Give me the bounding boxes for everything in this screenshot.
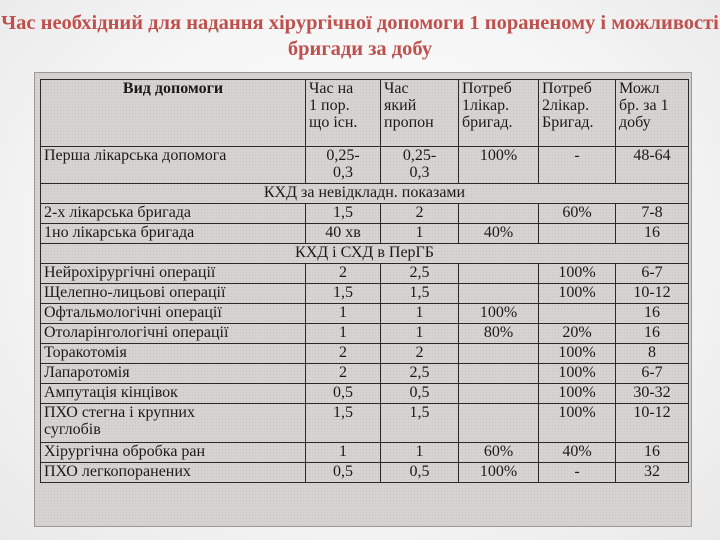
header-row — [41, 80, 689, 147]
rows-urgent — [41, 204, 689, 244]
row-need-1 — [459, 404, 539, 443]
row-time-proposed: 1 — [381, 224, 459, 244]
row-need-2: 60% — [539, 204, 616, 224]
row-need-1: 40% — [459, 224, 539, 244]
table-row — [41, 324, 689, 344]
row-capacity: 30-32 — [616, 384, 689, 404]
row-time-existing: 2 — [306, 264, 381, 284]
row-time-existing: 40 хв — [306, 224, 381, 244]
row-need-2: 100% — [539, 264, 616, 284]
row-capacity: 32 — [616, 463, 689, 483]
row-need-2: 100% — [539, 284, 616, 304]
row-capacity: 8 — [616, 344, 689, 364]
header-need-1-doctor: Потреб 1лікар. бригад. — [459, 80, 539, 147]
section-header — [41, 184, 689, 204]
row-name: Перша лікарська допомога — [41, 147, 306, 184]
row-time-existing: 1,5 — [306, 404, 381, 443]
table-row — [41, 204, 689, 224]
row-capacity: 10-12 — [616, 404, 689, 443]
section-header — [41, 244, 689, 264]
section-title-hospital: КХД і СХД в ПерГБ — [41, 244, 689, 264]
section-title-urgent: КХД за невідкладн. показами — [41, 184, 689, 204]
row-name: Ампутація кінцівок — [41, 384, 306, 404]
row-need-1 — [459, 384, 539, 404]
row-need-2: 100% — [539, 404, 616, 443]
row-time-proposed: 2 — [381, 204, 459, 224]
row-time-proposed: 2,5 — [381, 364, 459, 384]
row-time-existing: 0,5 — [306, 463, 381, 483]
row-need-2: - — [539, 147, 616, 184]
row-capacity: 6-7 — [616, 364, 689, 384]
row-name: Отоларінгологічні операції — [41, 324, 306, 344]
row-capacity: 48-64 — [616, 147, 689, 184]
row-need-1 — [459, 264, 539, 284]
header-type-of-care: Вид допомоги — [41, 80, 306, 147]
row-time-proposed: 2 — [381, 344, 459, 364]
row-capacity: 7-8 — [616, 204, 689, 224]
row-need-2 — [539, 224, 616, 244]
row-need-2: 100% — [539, 384, 616, 404]
row-name: Хірургічна обробка ран — [41, 443, 306, 463]
row-time-proposed: 0,5 — [381, 384, 459, 404]
row-name: Нейрохірургічні операції — [41, 264, 306, 284]
row-need-2: 100% — [539, 344, 616, 364]
row-time-proposed: 1 — [381, 304, 459, 324]
row-time-proposed: 1 — [381, 443, 459, 463]
row-name: Торакотомія — [41, 344, 306, 364]
row-capacity: 16 — [616, 304, 689, 324]
row-need-1: 100% — [459, 304, 539, 324]
row-need-2: 40% — [539, 443, 616, 463]
row-need-2: - — [539, 463, 616, 483]
row-time-existing: 0,5 — [306, 384, 381, 404]
row-time-existing: 1 — [306, 324, 381, 344]
row-capacity: 16 — [616, 224, 689, 244]
table-row — [41, 384, 689, 404]
rows-other — [41, 443, 689, 483]
row-time-proposed: 1,5 — [381, 284, 459, 304]
table-row — [41, 147, 689, 184]
row-capacity: 6-7 — [616, 264, 689, 284]
header-time-proposed: Час який пропон — [381, 80, 459, 147]
row-time-existing: 1 — [306, 443, 381, 463]
table-row — [41, 224, 689, 244]
row-time-existing: 2 — [306, 344, 381, 364]
row-time-proposed: 0,25- 0,3 — [381, 147, 459, 184]
row-time-proposed: 2,5 — [381, 264, 459, 284]
row-time-proposed: 1,5 — [381, 404, 459, 443]
table-row — [41, 443, 689, 463]
row-capacity: 16 — [616, 443, 689, 463]
row-name: 1но лікарська бригада — [41, 224, 306, 244]
row-need-2 — [539, 304, 616, 324]
row-need-1 — [459, 344, 539, 364]
row-capacity: 16 — [616, 324, 689, 344]
row-need-1 — [459, 204, 539, 224]
header-need-2-doctor: Потреб 2лікар. Бригад. — [539, 80, 616, 147]
row-need-2: 20% — [539, 324, 616, 344]
row-time-existing: 1 — [306, 304, 381, 324]
rows-hospital — [41, 264, 689, 404]
row-name: Офтальмологічні операції — [41, 304, 306, 324]
table-row — [41, 364, 689, 384]
row-time-existing: 2 — [306, 364, 381, 384]
table-row — [41, 404, 689, 443]
row-time-existing: 1,5 — [306, 204, 381, 224]
table-row — [41, 264, 689, 284]
row-need-1: 60% — [459, 443, 539, 463]
row-need-1 — [459, 364, 539, 384]
header-capacity: Можл бр. за 1 добу — [616, 80, 689, 147]
row-name: ПХО стегна і крупних суглобів — [41, 404, 306, 443]
row-need-2: 100% — [539, 364, 616, 384]
table-row — [41, 304, 689, 324]
table-row — [41, 344, 689, 364]
row-capacity: 10-12 — [616, 284, 689, 304]
header-time-existing: Час на 1 пор. що існ. — [306, 80, 381, 147]
row-name: ПХО легкопоранених — [41, 463, 306, 483]
row-time-existing: 1,5 — [306, 284, 381, 304]
scanned-table-image — [34, 72, 692, 527]
slide-title: Час необхідний для надання хірургічної допомоги 1 пораненому і можливості бригади за добу — [1, 12, 719, 60]
row-time-existing: 0,25- 0,3 — [306, 147, 381, 184]
row-name: Лапаротомія — [41, 364, 306, 384]
row-name: Щелепно-лицьові операції — [41, 284, 306, 304]
table-row — [41, 284, 689, 304]
table-row — [41, 463, 689, 483]
row-need-1: 100% — [459, 463, 539, 483]
row-time-proposed: 0,5 — [381, 463, 459, 483]
row-need-1: 80% — [459, 324, 539, 344]
data-table — [40, 79, 689, 483]
row-need-1: 100% — [459, 147, 539, 184]
row-time-proposed: 1 — [381, 324, 459, 344]
row-need-1 — [459, 284, 539, 304]
row-name: 2-х лікарська бригада — [41, 204, 306, 224]
